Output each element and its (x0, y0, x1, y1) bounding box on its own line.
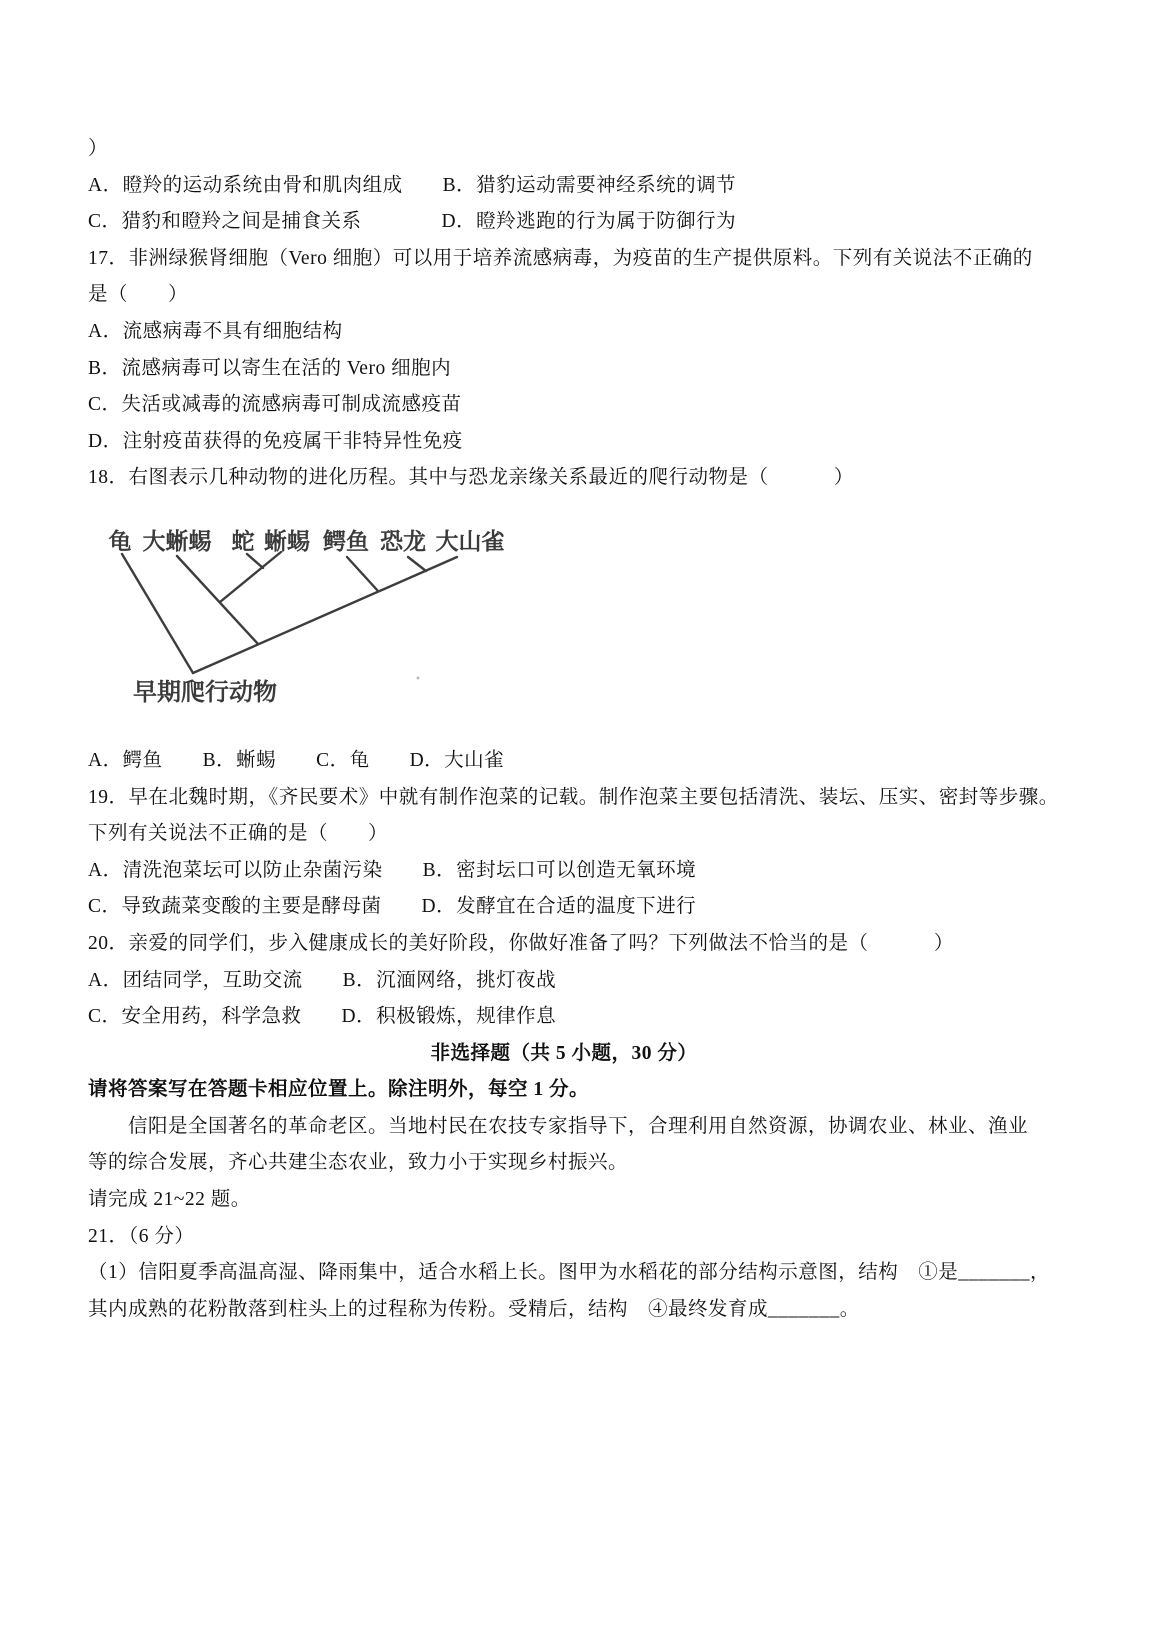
q19-options-row-cd: C．导致蔬菜变酸的主要是酵母菌 D．发酵宜在合适的温度下进行 (88, 896, 697, 918)
q17-option-a: A．流感病毒不具有细胞结构 (88, 320, 343, 342)
q17-option-b: B．流感病毒可以寄生在活的 Vero 细胞内 (88, 357, 452, 379)
q21-number: 21．（6 分） (88, 1225, 195, 1247)
phylogenetic-tree-figure (88, 497, 528, 743)
tree-tip-big-lizard: 大蜥蜴 (142, 528, 212, 554)
tree-branch-turtle (122, 554, 193, 673)
tree-tip-turtle: 龟 (108, 528, 132, 554)
tree-tip-dinosaur: 恐龙 (380, 528, 426, 554)
passage-line2: 等的综合发展，齐心共建尘态农业，致力小于实现乡村振兴。 (88, 1152, 629, 1174)
passage-line1: 信阳是全国著名的革命老区。当地村民在农技专家指导下，合理利用自然资源，协调农业、林业、渔业 (88, 1115, 1029, 1137)
tree-root-label: 早期爬行动物 (133, 679, 277, 706)
tree-branch-dinosaur (408, 557, 426, 571)
q17-option-d: D．注射疫苗获得的免疫属干非特异性免疫 (88, 430, 463, 452)
tree-branch-big-lizard (177, 556, 258, 644)
q20-options-row-cd: C．安全用药，科学急救 D．积极锻炼，规律作息 (88, 1006, 557, 1028)
q20-options-row-ab: A．团结同学，互助交流 B．沉湎网络，挑灯夜战 (88, 969, 557, 991)
q16-options-row-cd: C．猎豹和瞪羚之间是捕食关系 D．瞪羚逃跑的行为属于防御行为 (88, 211, 737, 233)
q19-stem-line1: 19．早在北魏时期，《齐民要术》中就有制作泡菜的记载。制作泡菜主要包括清洗、装坛、压实、密封等步骤。 (88, 786, 1059, 808)
tree-branch-snake (247, 554, 263, 568)
passage-line3: 请完成 21~22 题。 (88, 1189, 251, 1211)
q21-part1-line2: 其内成熟的花粉散落到柱头上的过程称为传粉。受精后，结构 ④最终发育成_______。 (88, 1298, 860, 1320)
q20-stem: 20．亲爱的同学们，步入健康成长的美好阶段，你做好准备了吗？下列做法不恰当的是（ ） (88, 932, 954, 954)
exam-content (88, 131, 1088, 1328)
q19-stem-line2: 下列有关说法不正确的是（ ） (88, 823, 389, 845)
tree-tip-lizard: 蜥蜴 (264, 528, 310, 554)
q16-wrapped-paren: ） (88, 138, 109, 159)
tree-branch-snake-lizard-clade (220, 552, 281, 602)
q19-options-row-ab: A．清洗泡菜坛可以防止杂菌污染 B．密封坛口可以创造无氧环境 (88, 859, 697, 881)
q16-options-row-ab: A．瞪羚的运动系统由骨和肌肉组成 B．猎豹运动需要神经系统的调节 (88, 174, 737, 196)
q17-stem-line1: 17．非洲绿猴肾细胞（Vero 细胞）可以用于培养流感病毒，为疫苗的生产提供原料。下列有关说法不正确的 (88, 247, 1033, 269)
section2-instruction: 请将答案写在答题卡相应位置上。除注明外，每空 1 分。 (88, 1079, 590, 1101)
tree-tip-great-tit: 大山雀 (435, 528, 505, 554)
q21-part1-line1: （1）信阳夏季高温高湿、降雨集中，适合水稻上长。图甲为水稻花的部分结构示意图，结构 ①是_______， (88, 1262, 1051, 1284)
tree-tip-snake: 蛇 (231, 528, 255, 554)
q17-stem-line2: 是（ ） (88, 284, 189, 306)
tree-branch-crocodile (347, 557, 378, 591)
tree-tip-crocodile: 鳄鱼 (323, 528, 369, 554)
print-speck (417, 676, 420, 679)
q17-option-c: C．失活或减毒的流感病毒可制成流感疫苗 (88, 394, 462, 416)
q18-stem: 18．右图表示几种动物的进化历程。其中与恐龙亲缘关系最近的爬行动物是（ ） (88, 467, 854, 489)
section2-heading: 非选择题（共 5 小题，30 分） (430, 1042, 698, 1064)
q18-options-row: A．鳄鱼 B．蜥蜴 C．龟 D．大山雀 (88, 749, 505, 771)
